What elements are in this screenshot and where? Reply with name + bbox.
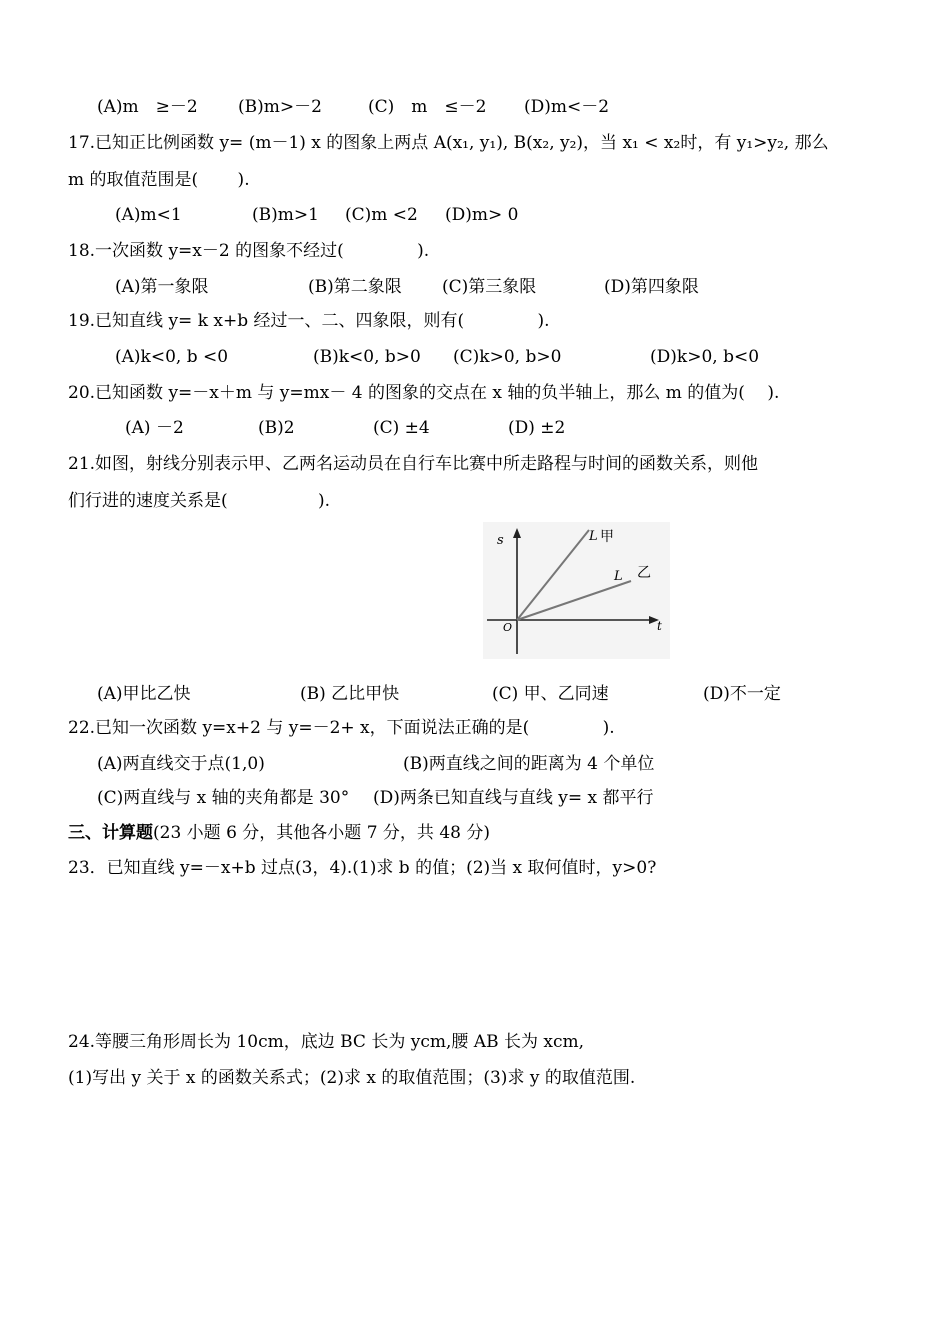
q17-stem-line2: m 的取值范围是( ).: [68, 170, 250, 190]
q20-option-b: (B)2: [258, 418, 295, 438]
q19-option-a: (A)k<0, b <0: [115, 347, 229, 367]
origin-label: O: [503, 621, 513, 634]
ray-yi-name: 乙: [637, 565, 651, 581]
q18-stem: 18.一次函数 y=x－2 的图象不经过( ).: [68, 241, 430, 261]
q21-stem-line2: 们行进的速度关系是( ).: [68, 491, 331, 511]
x-axis-label: t: [657, 619, 662, 633]
q21-option-c: (C) 甲、乙同速: [492, 684, 609, 704]
q17-stem-line1: 17.已知正比例函数 y= (m－1) x 的图象上两点 A(x₁, y₁), B(x₂, y₂)，当 x₁ < x₂时，有 y₁>y₂, 那么: [68, 133, 829, 153]
q22-stem: 22.已知一次函数 y=x+2 与 y=－2+ x，下面说法正确的是( ).: [68, 718, 615, 738]
q19-option-b: (B)k<0, b>0: [313, 347, 421, 367]
q23-stem: 23．已知直线 y=－x+b 过点(3，4).(1)求 b 的值；(2)当 x 取何值时，y>0?: [68, 858, 657, 878]
q16-option-b: (B)m>－2: [238, 97, 322, 117]
y-axis-label: s: [497, 533, 504, 548]
q22-option-c: (C)两直线与 x 轴的夹角都是 30°: [97, 788, 350, 808]
q18-option-c: (C)第三象限: [442, 277, 537, 297]
figure-background: [483, 522, 670, 659]
q24-stem-line2: (1)写出 y 关于 x 的函数关系式；(2)求 x 的取值范围；(3)求 y 的取值范围.: [68, 1068, 636, 1088]
q21-option-b: (B) 乙比甲快: [300, 684, 400, 704]
q21-stem-line1: 21.如图，射线分别表示甲、乙两名运动员在自行车比赛中所走路程与时间的函数关系，则他: [68, 454, 759, 474]
q18-option-a: (A)第一象限: [115, 277, 209, 297]
ray-yi-letter: L: [614, 569, 623, 584]
q20-option-d: (D) ±2: [508, 418, 566, 438]
q17-option-d: (D)m> 0: [445, 205, 519, 225]
q24-stem-line1: 24.等腰三角形周长为 10cm，底边 BC 长为 ycm,腰 AB 长为 xcm,: [68, 1032, 585, 1052]
q16-option-d: (D)m<－2: [524, 97, 610, 117]
q16-option-c: (C) m ≤－2: [368, 97, 487, 117]
q22-option-d: (D)两条已知直线与直线 y= x 都平行: [373, 788, 654, 808]
section3-heading: [68, 822, 490, 844]
q22-option-a: (A)两直线交于点(1,0): [97, 754, 265, 774]
q20-option-c: (C) ±4: [373, 418, 430, 438]
q19-option-c: (C)k>0, b>0: [453, 347, 562, 367]
q16-option-a: (A)m ≥－2: [97, 97, 198, 117]
ray-jia-letter: L: [589, 529, 598, 544]
q21-figure: [483, 522, 670, 659]
section3-note: (23 小题 6 分，其他各小题 7 分，共 48 分): [153, 823, 490, 843]
q20-option-a: (A) －2: [125, 418, 184, 438]
q17-option-a: (A)m<1: [115, 205, 182, 225]
q19-option-d: (D)k>0, b<0: [650, 347, 760, 367]
q18-option-b: (B)第二象限: [308, 277, 402, 297]
q17-option-b: (B)m>1: [252, 205, 319, 225]
q22-option-b: (B)两直线之间的距离为 4 个单位: [403, 754, 655, 774]
q17-option-c: (C)m <2: [345, 205, 418, 225]
ray-jia-name: 甲: [600, 529, 614, 545]
q18-option-d: (D)第四象限: [604, 277, 699, 297]
section3-title: 三、计算题: [68, 823, 153, 843]
q21-option-d: (D)不一定: [703, 684, 781, 704]
q21-option-a: (A)甲比乙快: [97, 684, 191, 704]
q19-stem: 19.已知直线 y= k x+b 经过一、二、四象限，则有( ).: [68, 311, 550, 331]
q20-stem: 20.已知函数 y=－x＋m 与 y=mx－ 4 的图象的交点在 x 轴的负半轴上，那么 m 的值为( ).: [68, 383, 780, 403]
